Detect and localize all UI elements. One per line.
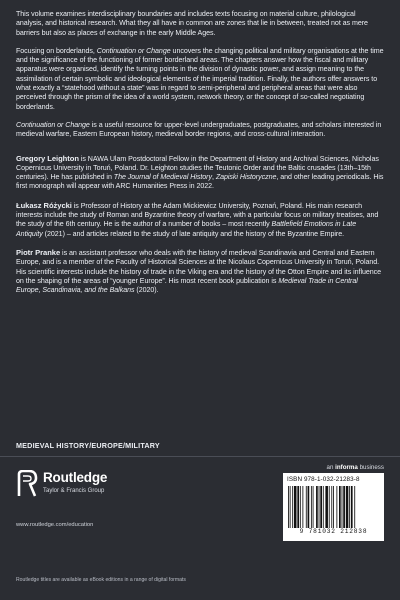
barcode-bar xyxy=(311,486,312,528)
barcode-bar xyxy=(313,486,314,528)
book-title: Continuation or Change xyxy=(16,120,90,129)
barcode-bar xyxy=(297,486,299,528)
barcode-bar xyxy=(306,486,307,528)
barcode-bar xyxy=(333,486,334,528)
isbn-digits: 9 781032 212838 xyxy=(299,528,368,535)
intro-paragraph-2: Focusing on borderlands, Continuation or Change uncovers the changing political and military organisations at the time and the significance of the functioning of former borderland areas. The chapters answer how the fiscal and military apparatus were organised, identify the turning points in the division of dynastic power, and assign meaning to the assimilation of certain symbolic and ideological elements of the imperial tradition. Finally, the authors offer answers to what exactly a “statehood without a state” was in regard to semi-peripheral and peripheral areas that were also perceived through the prism of the idea of a world system, network theory, or the concept of so-called negotiating borderlands. xyxy=(16,46,384,111)
barcode-bar xyxy=(288,486,289,528)
barcode-bar xyxy=(342,486,343,528)
barcode-bar xyxy=(292,486,293,528)
informa-tagline: an informa business xyxy=(326,464,384,471)
barcode-bar xyxy=(343,486,345,528)
blurb xyxy=(16,10,384,304)
barcode-bar xyxy=(329,486,330,528)
isbn-label: ISBN 978-1-032-21283-8 xyxy=(287,476,360,483)
barcode-bar xyxy=(346,486,349,528)
author-bio-rozycki: Łukasz Różycki is Professor of History at the Adam Mickiewicz University, Poznań, Poland. His main research interests include the study of Roman and Byzantine theory of warfare, with a particular focus on military treatises, and the study of the 6th century. He is the author of a number of books – most recently Battlefield Emotions in Late Antiquity (2021) – and articles related to the study of late antiquity and the history of the Byzantine Empire. xyxy=(16,200,379,238)
barcode-bar xyxy=(339,486,341,528)
divider xyxy=(0,456,400,457)
author-name: Piotr Pranke xyxy=(16,247,61,257)
ebook-note: Routledge titles are available as eBook editions in a range of digital formats xyxy=(16,577,186,583)
barcode-bar xyxy=(319,486,320,528)
publisher-subtitle: Taylor & Francis Group xyxy=(43,488,105,494)
author-bio-leighton: Gregory Leighton is NAWA Ulam Postdoctoral Fellow in the Department of History and Archival Sciences, Nicholas Copernicus University in Toruń, Poland. Dr. Leighton studies the Teutonic Order and the Baltic crusades (13th–15th centuries). He has published in The Journal of Medieval History, Zapiski Historyczne, and other leading periodicals. His first monograph will appear with ARC Humanities Press in 2022. xyxy=(16,153,384,191)
book-title: Continuation or Change xyxy=(96,46,171,55)
barcode-bar xyxy=(316,486,318,528)
barcode-bar xyxy=(331,486,332,528)
barcode-bar xyxy=(351,486,353,528)
author-name: Łukasz Różycki xyxy=(16,200,72,210)
barcode-bar xyxy=(308,486,310,528)
barcode-icon xyxy=(287,486,380,528)
publisher-url[interactable]: www.routledge.com/education xyxy=(16,522,94,528)
publisher-logo xyxy=(16,468,166,508)
author-name: Gregory Leighton xyxy=(16,153,79,163)
barcode-bar xyxy=(302,486,303,528)
barcode-bar xyxy=(290,486,291,528)
barcode-bar xyxy=(354,486,355,528)
routledge-logo-icon xyxy=(16,470,38,498)
isbn-barcode xyxy=(283,473,384,541)
barcode-bar xyxy=(320,486,322,528)
intro-paragraph-1: This volume examines interdisciplinary boundaries and includes texts focusing on material culture, philological analysis, and historical research. What they all have in common are zones that lie in between, treated not as mere barriers but also as places of exchange in the early Middle Ages. xyxy=(16,10,368,37)
subject-category: MEDIEVAL HISTORY/EUROPE/MILITARY xyxy=(16,441,160,450)
barcode-bar xyxy=(336,486,337,528)
author-bio-pranke: Piotr Pranke is an assistant professor who deals with the history of medieval Scandinavia and Central and Eastern Europe, and is a member of the Faculty of Historical Sciences at the Nicolaus Copernicus University in Toruń, Poland. His scientific interests include the history of trade in the Viking era and the history of the Otton Empire and its influence on the shaping of the areas of “younger Europe”. His most recent book publication is Medieval Trade in Central Europe, Scandinavia, and the Balkans (2020). xyxy=(16,247,382,295)
barcode-bar xyxy=(325,486,328,528)
barcode-bar xyxy=(323,486,324,528)
intro-paragraph-3: Continuation or Change is a useful resource for upper-level undergraduates, postgraduates, and scholars interested in medieval warfare, Eastern European history, medieval border regions, and cross-cultural interaction. xyxy=(16,120,382,139)
barcode-bar xyxy=(349,486,350,528)
publisher-name: Routledge xyxy=(43,470,108,485)
barcode-bar xyxy=(294,486,297,528)
barcode-bar xyxy=(300,486,301,528)
